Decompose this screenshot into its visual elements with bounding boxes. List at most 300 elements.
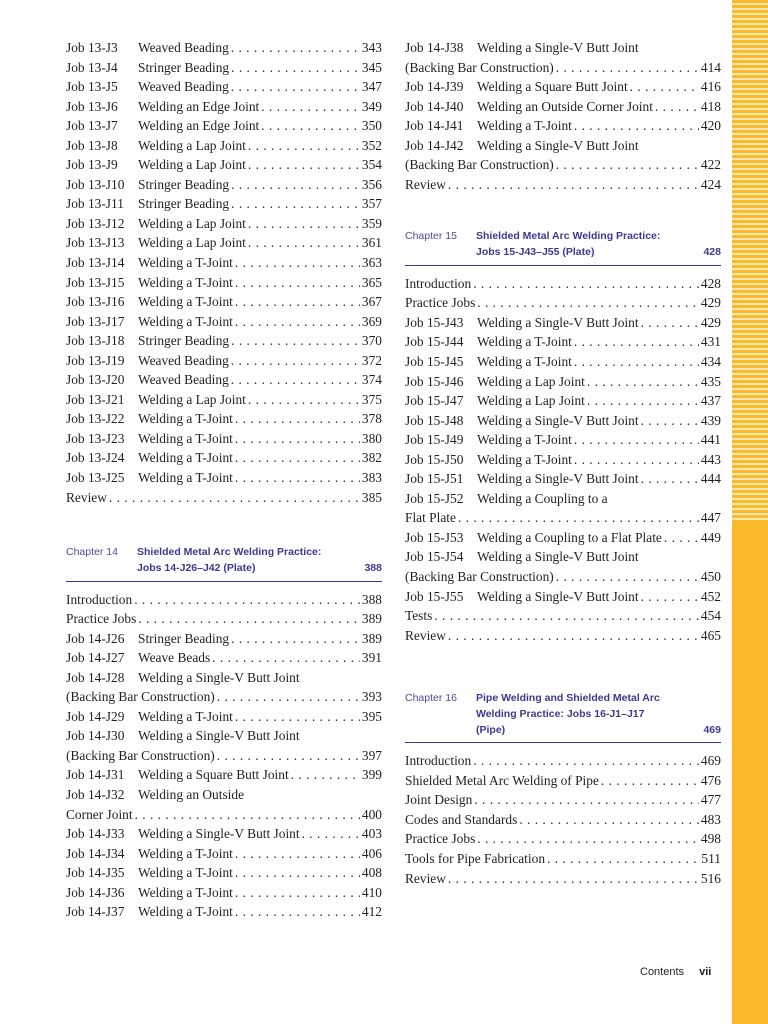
page-number[interactable]: 450 [700,568,721,584]
page-number[interactable]: 385 [361,489,382,505]
job-code: Job 14-J37 [66,904,125,920]
toc-entry-line [66,883,382,903]
toc-entry-line [66,609,382,629]
page-number[interactable]: 443 [700,451,721,467]
toc-entry[interactable] [66,116,382,136]
entry-title: Welding a Single-V Butt Joint [477,412,639,428]
leader-dots [574,116,699,136]
page-number[interactable]: 414 [700,59,721,75]
toc-entry[interactable] [405,849,721,869]
toc-entry[interactable] [405,332,721,352]
entry-title: Review [405,870,446,886]
leader-dots [641,411,699,431]
leader-dots [587,372,699,392]
page-number[interactable]: 444 [700,471,721,487]
toc-entry-line [66,488,382,508]
chapter-16-entries [405,751,721,888]
toc-entry-line [405,372,721,392]
job-code: Job 13-J15 [66,274,125,290]
leader-dots [235,409,360,429]
toc-entry[interactable] [66,726,382,765]
toc-entry-line [66,175,382,195]
leader-dots [235,273,360,293]
leader-dots [231,38,360,58]
page-number[interactable]: 434 [700,353,721,369]
page-number[interactable]: 399 [361,767,382,783]
chapter-page[interactable]: 428 [703,246,721,259]
job-code: Job 13-J4 [66,59,118,75]
toc-entry[interactable] [66,488,382,508]
page-number[interactable]: 357 [361,196,382,212]
job-code: Job 15-J55 [405,588,464,604]
leader-dots [235,844,360,864]
page-number[interactable]: 498 [700,831,721,847]
toc-entry[interactable] [66,273,382,293]
toc-entry-line [66,707,382,727]
entry-title: Welding a T-Joint [138,255,233,271]
page-number[interactable]: 389 [361,630,382,646]
page-number[interactable]: 356 [361,176,382,192]
job-code: Job 13-J18 [66,333,125,349]
toc-entry[interactable] [405,489,721,528]
entry-title: Practice Jobs [66,611,137,627]
toc-entry[interactable] [66,97,382,117]
entry-title: Welding a T-Joint [477,353,572,369]
job-code: Job 13-J22 [66,411,125,427]
toc-entry-line [405,829,721,849]
toc-entry[interactable] [66,58,382,78]
job-code: Job 14-J42 [405,137,464,153]
toc-entry[interactable] [66,351,382,371]
entry-title: Welding an Edge Joint [138,118,260,134]
page-number[interactable]: 345 [361,59,382,75]
toc-entry[interactable] [405,97,721,117]
entry-title: Welding an Outside Corner Joint [477,98,653,114]
leader-dots [235,468,360,488]
job-code: Job 13-J11 [66,196,124,212]
page-number[interactable]: 369 [361,313,382,329]
toc-entry-line [405,849,721,869]
toc-entry[interactable] [405,587,721,607]
page-number[interactable]: 378 [361,411,382,427]
toc-entry[interactable] [66,668,382,707]
page-number[interactable]: 380 [361,430,382,446]
chapter-label: Chapter 14 [66,546,118,559]
toc-entry[interactable] [66,77,382,97]
page-number[interactable]: 469 [700,753,721,769]
job-code: Job 14-J41 [405,118,464,134]
page-number[interactable]: 476 [700,772,721,788]
toc-entry[interactable] [66,883,382,903]
entry-title: Welding a T-Joint [477,334,572,350]
toc-entry[interactable] [405,116,721,136]
job-code: Job 13-J23 [66,430,125,446]
toc-entry[interactable] [405,547,721,586]
footer-label: Contents [640,966,685,978]
page-number[interactable]: 403 [361,826,382,842]
entry-title-continued: Flat Plate [405,510,456,526]
entry-title: Welding a Square Butt Joint [138,767,289,783]
page-number[interactable]: 408 [361,865,382,881]
toc-entry[interactable] [405,528,721,548]
page-number[interactable]: 435 [700,373,721,389]
entry-title: Stringer Beading [138,59,230,75]
yellow-side-tab [732,0,768,1024]
job-code: Job 13-J5 [66,79,118,95]
toc-entry[interactable] [405,869,721,889]
toc-entry[interactable] [66,844,382,864]
chapter-14-continued-entries [405,38,721,194]
toc-entry-line [66,136,382,156]
toc-entry-line [66,312,382,332]
toc-entry-line [405,869,721,889]
page-number[interactable]: 516 [700,870,721,886]
page-number[interactable]: 418 [700,98,721,114]
entry-title: Welding a Single-V Butt Joint [477,471,639,487]
page-number[interactable]: 424 [700,176,721,192]
toc-entry[interactable] [66,370,382,390]
chapter-13-entries [66,38,382,507]
entry-title: Welding a T-Joint [138,708,233,724]
job-code: Job 14-J27 [66,650,125,666]
leader-dots [655,97,699,117]
toc-entry-line [405,450,721,470]
entry-title: Weaved Beading [138,40,229,55]
page-number[interactable]: 439 [700,412,721,428]
chapter-14-heading [66,545,382,581]
page-number[interactable]: 412 [361,904,382,920]
job-code: Job 15-J46 [405,373,464,389]
entry-title: Shielded Metal Arc Welding of Pipe [405,772,599,788]
toc-entry-line [405,430,721,450]
job-code: Job 14-J30 [66,728,125,744]
chapter-title: Shielded Metal Arc Welding Practice: Jobs 14-J26–J42 (Plate) [137,546,322,574]
leader-dots [556,155,699,175]
entry-title: Tools for Pipe Fabrication [405,851,546,867]
job-code: Job 15-J53 [405,529,464,545]
chapter-label: Chapter 16 [405,692,457,705]
page-number[interactable]: 483 [700,811,721,827]
toc-entry-line [66,765,382,785]
toc-entry[interactable] [405,469,721,489]
toc-entry-line [66,590,382,610]
job-code: Job 15-J48 [405,412,464,428]
toc-entry[interactable] [405,175,721,195]
entry-title-continued: (Backing Bar Construction) [405,568,554,584]
toc-entry-line [405,391,721,411]
job-code: Job 13-J16 [66,294,125,310]
toc-entry[interactable] [66,194,382,214]
page-number[interactable]: 372 [361,352,382,368]
toc-entry-line [66,155,382,175]
job-code: Job 15-J43 [405,314,464,330]
page-number[interactable]: 420 [700,118,721,134]
toc-entry[interactable] [405,38,721,77]
toc-entry[interactable] [405,136,721,175]
entry-title: Welding an Edge Joint [138,98,260,114]
toc-entry[interactable] [66,214,382,234]
chapter-15-entries [405,274,721,645]
entry-title: Welding a T-Joint [477,432,572,448]
page-number[interactable]: 400 [361,806,382,822]
entry-title-continued: (Backing Bar Construction) [405,59,554,75]
toc-entry[interactable] [66,824,382,844]
job-code: Job 13-J12 [66,215,125,231]
entry-title: Welding a Single-V Butt Joint [477,137,639,153]
job-code: Job 13-J19 [66,352,125,368]
entry-title: Welding a Square Butt Joint [477,79,628,95]
toc-entry[interactable] [66,292,382,312]
toc-entry[interactable] [66,785,382,824]
toc-entry[interactable] [66,707,382,727]
toc-entry-line [66,805,382,825]
chapter-label: Chapter 15 [405,230,457,243]
leader-dots [231,331,360,351]
toc-entry-line [66,863,382,883]
chapter-15-heading [405,229,721,265]
toc-entry[interactable] [405,274,721,294]
page-number[interactable]: 365 [361,274,382,290]
toc-entry[interactable] [66,429,382,449]
job-code: Job 13-J3 [66,40,118,55]
job-code: Job 13-J17 [66,313,125,329]
toc-entry[interactable] [405,751,721,771]
entry-title: Review [405,176,446,192]
toc-entry-line [405,274,721,294]
entry-title: Welding a T-Joint [138,470,233,486]
page-number[interactable]: 363 [361,255,382,271]
leader-dots [574,430,699,450]
toc-entry[interactable] [66,629,382,649]
entry-title: Stringer Beading [138,630,230,646]
page-number[interactable]: 428 [700,275,721,291]
toc-entry[interactable] [66,468,382,488]
job-code: Job 13-J7 [66,118,118,134]
toc-entry-line [405,771,721,791]
page-number[interactable]: 388 [361,591,382,607]
chapter-title: Shielded Metal Arc Welding Practice: Jobs 15-J43–J55 (Plate) [476,230,661,259]
job-code: Job 13-J13 [66,235,125,251]
leader-dots [477,829,699,849]
toc-entry[interactable] [66,590,382,610]
toc-entry[interactable] [66,175,382,195]
toc-entry[interactable] [66,448,382,468]
page-number[interactable]: 367 [361,294,382,310]
entry-title: Joint Design [405,792,473,808]
toc-entry-line [405,77,721,97]
page-number[interactable]: 422 [700,157,721,173]
toc-entry-line [66,273,382,293]
job-code: Job 14-J35 [66,865,125,881]
leader-dots [135,805,360,825]
entry-title: Practice Jobs [405,295,476,311]
page-number[interactable]: 477 [700,792,721,808]
job-code: Job 13-J14 [66,255,125,271]
page-number[interactable]: 383 [361,470,382,486]
leader-dots [235,883,360,903]
toc-entry[interactable] [66,331,382,351]
leader-dots [235,429,360,449]
leader-dots [448,175,699,195]
toc-entry-line [66,77,382,97]
toc-entry[interactable] [405,626,721,646]
entry-title: Welding a Lap Joint [138,391,246,407]
chapter-14-entries [66,590,382,922]
toc-entry[interactable] [405,430,721,450]
page-number[interactable]: 452 [700,588,721,604]
toc-entry-line [66,687,382,707]
toc-entry-line [66,824,382,844]
side-tab-stripes [732,0,768,520]
toc-entry[interactable] [405,829,721,849]
toc-entry-line [66,233,382,253]
leader-dots [448,869,699,889]
entry-title: Welding a Single-V Butt Joint [138,669,300,685]
leader-dots [248,214,360,234]
page-number[interactable]: 343 [361,40,382,55]
page-number[interactable]: 350 [361,118,382,134]
leader-dots [217,687,360,707]
right-column [405,38,721,888]
page-number[interactable]: 382 [361,450,382,466]
toc-entry[interactable] [66,609,382,629]
page-number[interactable]: 370 [361,333,382,349]
entry-title: Welding a Lap Joint [477,393,585,409]
toc-entry-line [66,648,382,668]
page-number[interactable]: 429 [700,314,721,330]
page-number[interactable]: 347 [361,79,382,95]
page-number[interactable]: 354 [361,157,382,173]
leader-dots [641,313,699,333]
page-number[interactable]: 431 [700,334,721,350]
toc-entry-line [66,844,382,864]
page-number[interactable]: 437 [700,393,721,409]
entry-title: Welding a T-Joint [477,451,572,467]
toc-entry[interactable] [405,77,721,97]
page-number[interactable]: 361 [361,235,382,251]
leader-dots [664,528,699,548]
chapter-page[interactable]: 388 [364,561,382,574]
entry-title: Welding a T-Joint [138,313,233,329]
toc-entry-line [66,409,382,429]
toc-entry[interactable] [66,902,382,922]
toc-entry-line [405,155,721,175]
page-number[interactable]: 454 [700,608,721,624]
toc-entry[interactable] [405,372,721,392]
leader-dots [248,155,360,175]
leader-dots [109,488,360,508]
toc-entry-line [66,746,382,766]
toc-entry-line [405,790,721,810]
page-number[interactable]: 447 [700,510,721,526]
entry-title: Stringer Beading [138,333,230,349]
toc-entry[interactable] [405,810,721,830]
toc-entry-line [66,331,382,351]
page-number[interactable]: 352 [361,137,382,153]
leader-dots [231,58,360,78]
page-number[interactable]: 393 [361,689,382,705]
page-number[interactable]: 416 [700,79,721,95]
toc-entry-line [405,293,721,313]
entry-title: Introduction [66,591,133,607]
entry-title: Weaved Beading [138,79,229,95]
toc-entry-line [405,332,721,352]
page-number[interactable]: 429 [700,295,721,311]
toc-entry[interactable] [66,648,382,668]
toc-entry-line [405,587,721,607]
job-code: Job 13-J25 [66,470,125,486]
toc-entry[interactable] [66,233,382,253]
job-code: Job 14-J34 [66,845,125,861]
toc-entry[interactable] [405,790,721,810]
entry-title: Weaved Beading [138,372,229,388]
page-number[interactable]: 395 [361,708,382,724]
toc-entry-line [66,194,382,214]
page-number[interactable]: 449 [700,529,721,545]
toc-entry-line [66,390,382,410]
toc-entry[interactable] [66,155,382,175]
toc-entry[interactable] [66,38,382,58]
page-number[interactable]: 441 [700,432,721,448]
page-number[interactable]: 406 [361,845,382,861]
toc-entry[interactable] [66,765,382,785]
leader-dots [574,352,699,372]
toc-entry[interactable] [405,352,721,372]
toc-entry[interactable] [405,450,721,470]
page-number[interactable]: 397 [361,747,382,763]
entry-title: Stringer Beading [138,176,230,192]
chapter-page[interactable]: 469 [703,723,721,736]
leader-dots [235,253,360,273]
page-number[interactable]: 349 [361,98,382,114]
toc-entry[interactable] [66,253,382,273]
toc-entry[interactable] [66,390,382,410]
toc-entry[interactable] [405,293,721,313]
toc-entry-line [405,547,721,567]
leader-dots [556,58,699,78]
toc-entry[interactable] [405,313,721,333]
leader-dots [519,810,699,830]
page-number[interactable]: 359 [361,215,382,231]
toc-entry[interactable] [405,391,721,411]
toc-entry-line [405,469,721,489]
page-number[interactable]: 511 [701,851,721,867]
leader-dots [231,370,360,390]
page-number[interactable]: 374 [361,372,382,388]
toc-entry[interactable] [405,771,721,791]
toc-entry[interactable] [66,409,382,429]
toc-entry[interactable] [66,136,382,156]
leader-dots [231,629,360,649]
leader-dots [231,351,360,371]
page-number[interactable]: 389 [361,611,382,627]
toc-entry[interactable] [66,312,382,332]
leader-dots [248,390,360,410]
toc-entry[interactable] [405,411,721,431]
toc-entry-line [405,606,721,626]
page-number[interactable]: 391 [361,650,382,666]
entry-title-continued: (Backing Bar Construction) [405,157,554,173]
toc-entry[interactable] [66,863,382,883]
page-number[interactable]: 375 [361,391,382,407]
entry-title: Welding a Lap Joint [138,215,246,231]
toc-entry-line [66,668,382,688]
entry-title: Welding a T-Joint [138,450,233,466]
page-number[interactable]: 465 [700,627,721,643]
page-number[interactable]: 410 [361,884,382,900]
leader-dots [235,902,360,922]
toc-entry[interactable] [405,606,721,626]
